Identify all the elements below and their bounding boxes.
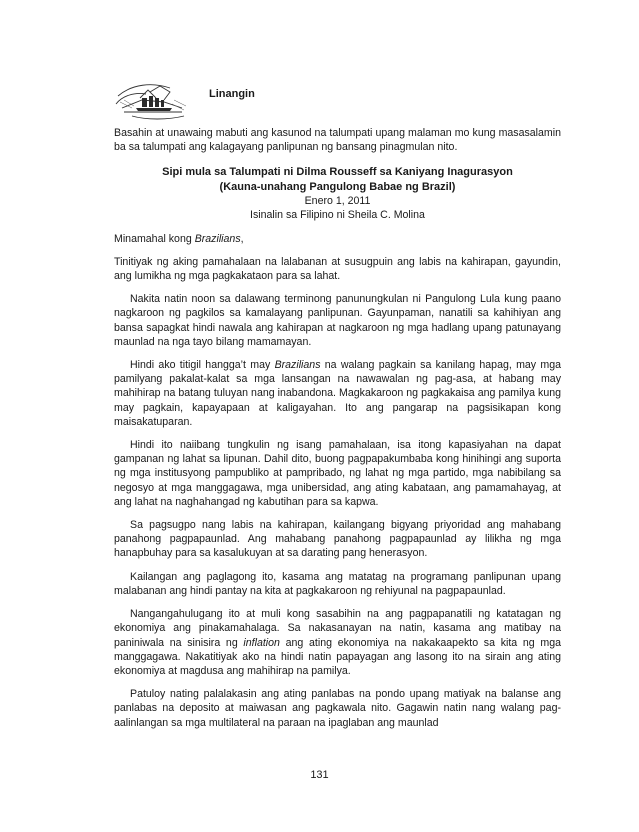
- document-page: [114, 78, 561, 730]
- hands-on-desk-icon: [112, 78, 192, 122]
- speech-title: Sipi mula sa Talumpati ni Dilma Rousseff sa Kaniyang Inagurasyon: [162, 166, 513, 179]
- page-number: 131: [310, 769, 329, 781]
- paragraph-7: Nangangahulugang ito at muli kong sasabihin na ang pagpapanatili ng katatagan ng ekonomiya ang pinakamahalaga. Sa nakasanayan na natin, kasama ang matibay na paniniwala na sinisira ng inflation ang ating ekonomiya na nakakaapekto sa kita ng mga manggagawa. Nakatitiyak ako na hindi natin papayagan ang lasong ito na sirain ang ating ekonomiya at magdusa ang mahihirap na pamilya.: [114, 608, 561, 677]
- paragraph-6: Kailangan ang paglagong ito, kasama ang matatag na programang panlipunan upang malabanan ang hindi pantay na kita at pagkakaroon ng rehiyunal na pagpapaunlad.: [114, 570, 561, 597]
- paragraph-5: Sa pagsugpo nang labis na kahirapan, kailangang bigyang priyoridad ang mahabang panahong pagpapaunlad. Ang mahabang panahong pagpapaunlad ay lilikha ng mga hanapbuhay para sa kasalukuyan at sa darating pang henerasyon.: [114, 519, 561, 560]
- translator-credit: Isinalin sa Filipino ni Sheila C. Molina: [250, 209, 425, 222]
- greeting: Minamahal kong Brazilians,: [114, 232, 244, 245]
- paragraph-2: Nakita natin noon sa dalawang terminong panunungkulan ni Pangulong Lula kung paano nagkaroon ng pagkilos sa kamalayang panlipunan. Gayunpaman, nanatili sa kahihiyan ang bansa sapagkat hindi nawala ang kahirapan at nagkaroon ng mga hadlang upang patunayang maunlad na nga tayo bilang mamamayan.: [114, 293, 561, 348]
- paragraph-1: Tinitiyak ng aking pamahalaan na lalabanan at susugpuin ang labis na kahirapan, gayundin, ang lumikha ng mga pagkakataon para sa lahat.: [114, 255, 561, 283]
- section-header: [114, 78, 561, 120]
- paragraph-8: Patuloy nating palalakasin ang ating panlabas na pondo upang matiyak na balanse ang panlabas na deposito at maiwasan ang pagkawala nito. Gagawin natin nang walang pag-aalinlangan sa mga multilateral na paraan na ipaglaban ang maunlad: [114, 688, 561, 729]
- speech-title-block: [114, 165, 561, 222]
- paragraph-3: Hindi ako titigil hangga’t may Brazilians na walang pagkain sa kanilang hapag, may mga pamilyang pakalat-kalat sa mga lansangan na nawawalan ng pag-asa, at habang may mahihirap na batang tuluyan nang inabandona. Magkakaroon ng pagkakaisa ang pamilya kung may pagkain, kapayapaan at kaligayahan. Ito ang pangarap na pagsisikapan kong maisakatuparan.: [114, 359, 562, 428]
- speech-subtitle: (Kauna-unahang Pangulong Babae ng Brazil): [219, 180, 456, 193]
- speech-date: Enero 1, 2011: [304, 195, 371, 208]
- section-title: Linangin: [209, 88, 255, 100]
- instructions-text: Basahin at unawaing mabuti ang kasunod na talumpati upang malaman mo kung masasalamin ba sa talumpati ang kalagayang panlipunan ng bansang pinagmulan nito.: [114, 127, 561, 154]
- paragraph-4: Hindi ito naiibang tungkulin ng isang pamahalaan, isa itong kapasiyahan na dapat gampanan ng lahat sa lipunan. Dahil dito, buong pagpapakumbaba kong hinihingi ang suporta ng mga institusyong pampubliko at pampribado, ng lahat ng mga partido, mga nabibilang sa negosyo at mga manggagawa, mga unibersidad, ang ating kabataan, ang pamamahayag, at ang lahat na naghahangad ng kabutihan para sa kapwa.: [114, 439, 561, 508]
